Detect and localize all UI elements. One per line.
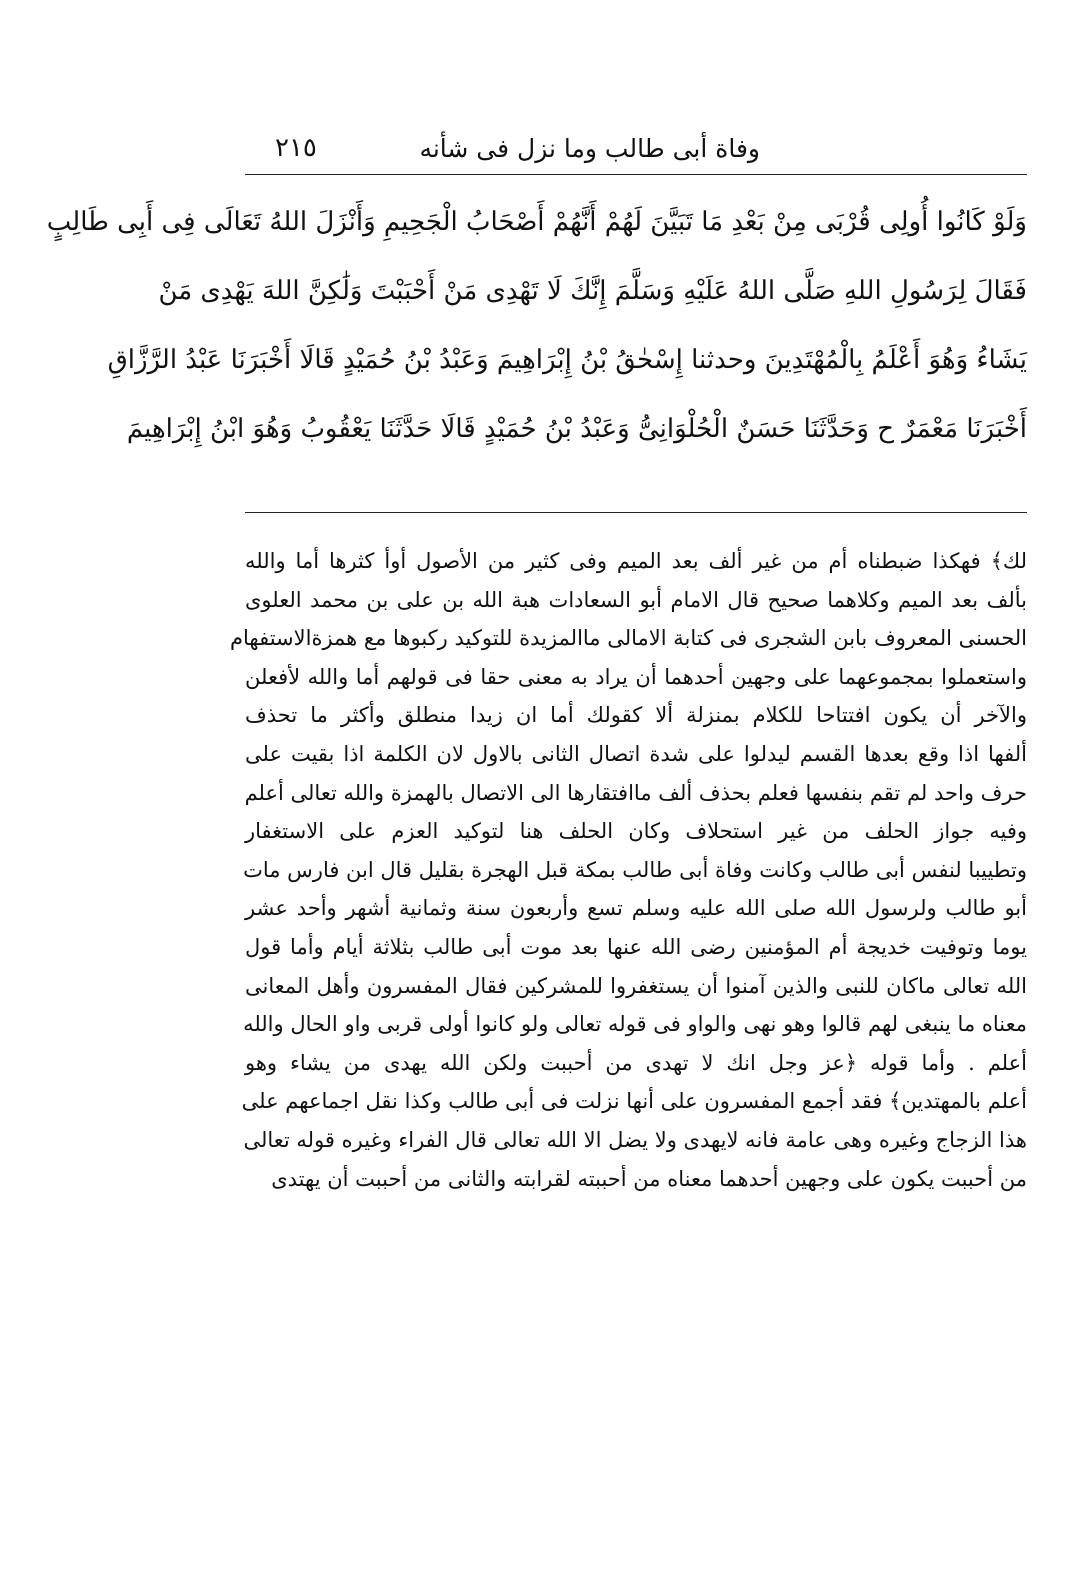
commentary-line-10: أبو طالب ولرسول الله صلى الله عليه وسلم تسع وأربعون سنة وثمانية أشهر وأحد عشر [245,896,1027,921]
commentary-line-14: أعلم . وأما قوله ﴿عز وجل انك لا تهدى من أحببت ولكن الله يهدى من يشاء وهو [245,1050,1027,1075]
commentary-line-13: معناه ما ينبغى لهم قالوا وهو نهى والواو فى قوله تعالى ولو كانوا أولى قربى واو الحال والله [243,1012,1027,1037]
commentary-line-4: واستعملوا بمجموعهما على وجهين أحدهما أن يراد به معنى حقا فى قولهم أما والله لأفعلن [245,664,1027,689]
commentary-line-1: لك﴾ فهكذا ضبطناه أم من غير ألف بعد الميم وفى كثير من الأصول أوأ كثرها أما والله [245,549,1027,573]
commentary-line-7: حرف واحد لم تقم بنفسها فعلم بحذف ألف ماافتقارها الى الاتصال بالهمزة والله تعالى أعلم [244,780,1027,805]
hadith-line-4: أَخْبَرَنَا مَعْمَرٌ ح وَحَدَّثَنَا حَسَنٌ الْحُلْوَانِىُّ وَعَبْدُ بْنُ حُمَيْدٍ قَالَا حَدَّثَنَا يَعْقُوبُ وَهُوَ ابْنُ إِبْرَاهِيمَ [126,414,1027,444]
hadith-line-3: يَشَاءُ وَهُوَ أَعْلَمُ بِالْمُهْتَدِينَ وحدثنا إِسْحٰقُ بْنُ إِبْرَاهِيمَ وَعَبْدُ بْنُ حُمَيْدٍ قَالَا أَخْبَرَنَا عَبْدُ الرَّزَّاقِ [107,345,1027,375]
commentary-line-8: وفيه جواز الحلف من غير استحلاف وكان الحلف هنا لتوكيد العزم على الاستغفار [245,819,1027,844]
page-header [245,128,1025,168]
header-rule [245,174,1027,175]
commentary-line-2: بألف بعد الميم وكلاهما صحيح قال الامام أبو السعادات هبة الله بن على بن محمد العلوى [245,587,1027,612]
commentary-line-3: الحسنى المعروف بابن الشجرى فى كتابة الامالى ماالمزيدة للتوكيد ركبوها مع همزةالاستفهام [230,626,1027,651]
commentary-divider [245,512,1027,513]
commentary-line-12: الله تعالى ماكان للنبى والذين آمنوا أن يستغفروا للمشركين فقال المفسرون وأهل المعانى [245,973,1027,998]
page-number: ٢١٥ [275,133,317,163]
commentary-line-17: من أحببت يكون على وجهين أحدهما معناه من أحببته لقرابته والثانى من أحببت أن يهتدى [271,1166,1027,1191]
hadith-line-2: فَقَالَ لِرَسُولِ اللهِ صَلَّى اللهُ عَلَيْهِ وَسَلَّمَ إِنَّكَ لَا تَهْدِى مَنْ أَحْبَبْتَ وَلَٰكِنَّ اللهَ يَهْدِى مَنْ [158,276,1027,306]
commentary-line-6: ألفها اذا وقع بعدها القسم ليدلوا على شدة اتصال الثانى بالاول لان الكلمة اذا بقيت على [245,741,1027,766]
commentary-line-9: وتطييبا لنفس أبى طالب وكانت وفاة أبى طالب بمكة قبل الهجرة بقليل قال ابن فارس مات [243,857,1027,882]
commentary-text [230,542,1027,1198]
hadith-text [46,188,1027,464]
commentary-line-15: أعلم بالمهتدين﴾ فقد أجمع المفسرون على أنها نزلت فى أبى طالب وكذا نقل اجماعهم على [241,1089,1027,1114]
running-title: وفاة أبى طالب وما نزل فى شأنه [419,133,760,163]
hadith-line-1: وَلَوْ كَانُوا أُولِى قُرْبَى مِنْ بَعْدِ مَا تَبَيَّنَ لَهُمْ أَنَّهُمْ أَصْحَابُ الْجَحِيمِ وَأَنْزَلَ اللهُ تَعَالَى فِى أَبِى طَالِبٍ [46,207,1027,237]
commentary-line-16: هذا الزجاج وغيره وهى عامة فانه لايهدى ولا يضل الا الله تعالى قال الفراء وغيره قوله تعالى [243,1127,1027,1152]
commentary-line-11: يوما وتوفيت خديجة أم المؤمنين رضى الله عنها بعد موت أبى طالب بثلاثة أيام وأما قول [245,934,1027,959]
commentary-line-5: والآخر أن يكون افتتاحا للكلام بمنزلة ألا كقولك أما ان زيدا منطلق وأكثر ما تحذف [245,703,1027,728]
